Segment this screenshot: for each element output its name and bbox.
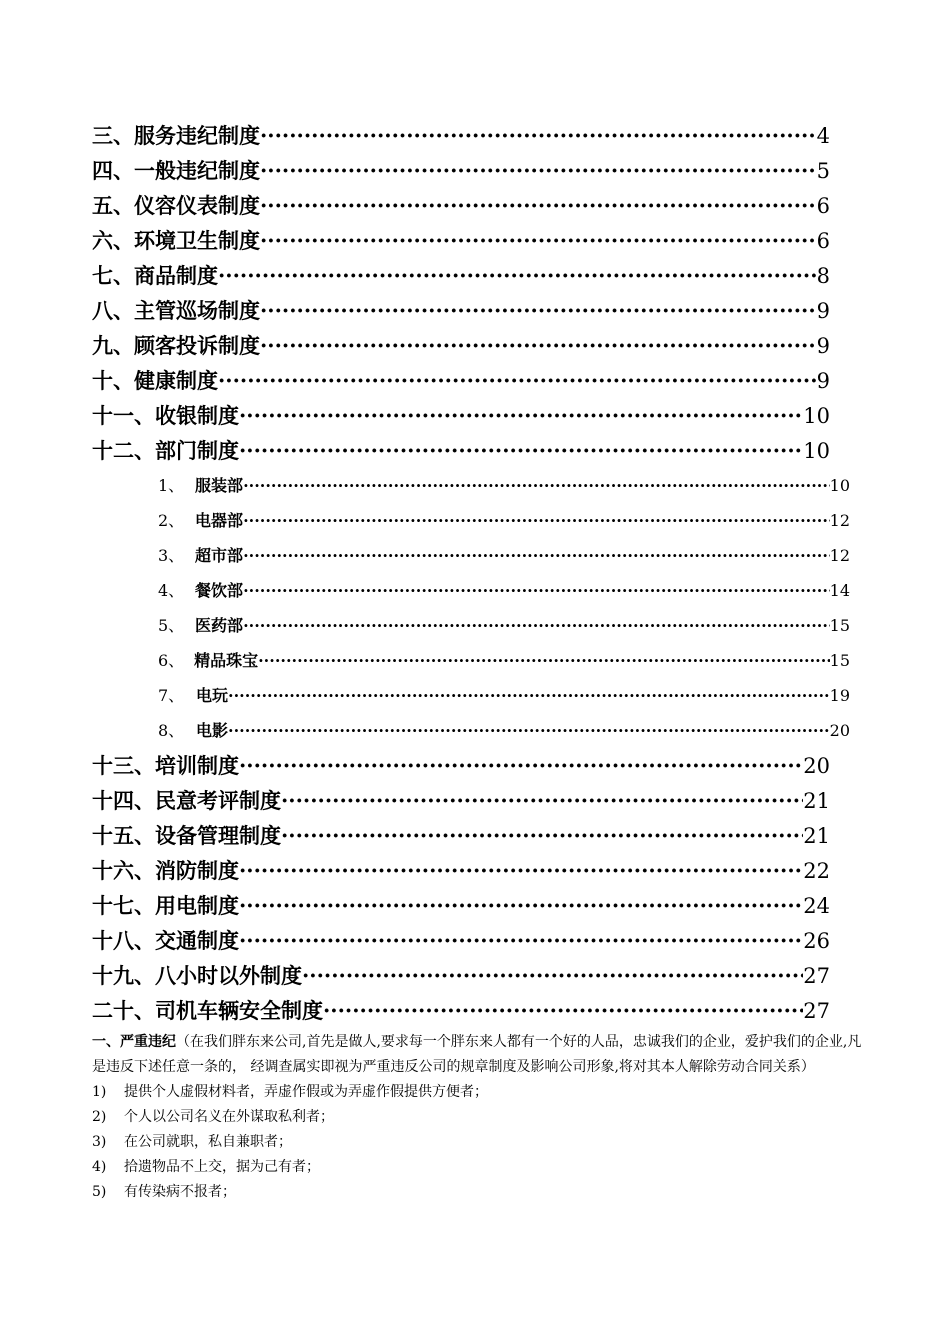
toc-leader-dots [260,223,817,258]
section-serious-violations [92,1030,862,1205]
toc-leader-dots [323,993,803,1028]
toc-subentry-page: 19 [829,686,850,705]
toc-subentry-number: 8、 [158,721,185,740]
toc-entry[interactable] [92,328,830,363]
toc-entry-page: 27 [803,964,830,988]
toc-subentry-label: 电玩 [196,686,229,705]
toc-entry[interactable] [92,958,830,993]
list-item-text: 在公司就职，私自兼职者； [124,1134,292,1150]
toc-entry-label: 十七、用电制度 [92,893,239,918]
toc-subentry[interactable] [158,713,850,748]
toc-subentry-number: 4、 [158,581,185,600]
toc-leader-dots [260,328,817,363]
list-item-number: 1) [92,1084,107,1100]
toc-entry-page: 6 [816,229,830,253]
toc-entry-page: 5 [816,159,830,183]
section-intro [92,1030,862,1080]
toc-leader-dots [260,188,817,223]
toc-subentry[interactable] [158,538,850,573]
toc-subentry-page: 10 [829,476,850,495]
toc-subentry-number: 5、 [158,616,185,635]
toc-subentry-number: 2、 [158,511,185,530]
toc-leader-dots [218,258,817,293]
toc-leader-dots [260,153,817,188]
toc-entry-page: 6 [816,194,830,218]
toc-entry[interactable] [92,188,830,223]
toc-entry-label: 五、仪容仪表制度 [92,193,260,218]
toc-entry-label: 十八、交通制度 [92,928,239,953]
toc-subentry[interactable] [158,608,850,643]
toc-subentry-number: 3、 [158,546,185,565]
toc-leader-dots [281,818,803,853]
toc-subentry-label: 电器部 [195,511,244,530]
toc-entry-page: 10 [803,439,830,463]
toc-entry-label: 三、服务违纪制度 [92,123,260,148]
toc-entry-label: 六、环境卫生制度 [92,228,260,253]
list-item [92,1130,862,1155]
toc-leader-dots [228,713,830,748]
toc-subentry[interactable] [158,468,850,503]
toc-entry-label: 十一、收银制度 [92,403,239,428]
toc-subentry-page: 12 [829,511,850,530]
toc-subentry-page: 20 [829,721,850,740]
toc-subentry-label: 服装部 [195,476,244,495]
toc-leader-dots [260,293,817,328]
toc-leader-dots [243,538,830,573]
list-item [92,1105,862,1130]
toc-entry-page: 10 [803,404,830,428]
toc-leader-dots [281,783,803,818]
toc-subentry-page: 12 [829,546,850,565]
toc-subentry-number: 1、 [158,476,185,495]
toc-subentry-label: 电影 [196,721,229,740]
toc-subentry[interactable] [158,503,850,538]
toc-leader-dots [239,888,803,923]
list-item-number: 3) [92,1134,107,1150]
toc-leader-dots [239,748,803,783]
list-item-number: 5) [92,1184,107,1200]
list-item-text: 有传染病不报者； [124,1184,236,1200]
toc-subentry-label: 医药部 [195,616,244,635]
toc-subentry[interactable] [158,678,850,713]
list-item [92,1180,862,1205]
toc-entry[interactable] [92,363,830,398]
toc-entry-label: 十九、八小时以外制度 [92,963,302,988]
toc-entry-label: 十三、培训制度 [92,753,239,778]
toc-entry[interactable] [92,748,830,783]
toc-leader-dots [243,503,830,538]
toc-subentry-label: 精品珠宝 [194,651,259,670]
toc-subentry[interactable] [158,643,850,678]
toc-entry[interactable] [92,888,830,923]
toc-subentry-label: 餐饮部 [195,581,244,600]
toc-leader-dots [243,573,830,608]
list-item-text: 个人以公司名义在外谋取私利者； [124,1109,334,1125]
toc-entry-label: 七、商品制度 [92,263,218,288]
list-item [92,1080,862,1105]
toc-entry[interactable] [92,783,830,818]
toc-entry-page: 9 [816,334,830,358]
toc-entry-page: 21 [803,789,830,813]
toc-leader-dots [239,853,803,888]
toc-entry[interactable] [92,993,830,1028]
toc-entry-page: 8 [816,264,830,288]
toc-entry-page: 26 [803,929,830,953]
toc-entry-page: 27 [803,999,830,1023]
toc-entry-label: 十六、消防制度 [92,858,239,883]
toc-entry-label: 八、主管巡场制度 [92,298,260,323]
toc-entry-label: 二十、司机车辆安全制度 [92,998,323,1023]
toc-leader-dots [239,433,803,468]
toc-entry-page: 9 [816,299,830,323]
list-item-text: 拾遗物品不上交，据为己有者； [124,1159,320,1175]
toc-leader-dots [239,398,803,433]
toc-entry[interactable] [92,223,830,258]
toc-entry-page: 21 [803,824,830,848]
toc-leader-dots [218,363,817,398]
toc-entry[interactable] [92,398,830,433]
toc-entry-page: 4 [816,124,830,148]
toc-subentry-label: 超市部 [195,546,244,565]
toc-entry[interactable] [92,818,830,853]
toc-leader-dots [228,678,830,713]
toc-entry-page: 20 [803,754,830,778]
toc-entry[interactable] [92,433,830,468]
toc-entry[interactable] [92,118,830,153]
toc-leader-dots [243,608,830,643]
toc-entry-page: 9 [816,369,830,393]
toc-leader-dots [260,118,817,153]
list-item [92,1155,862,1180]
toc-entry[interactable] [92,853,830,888]
toc-entry[interactable] [92,293,830,328]
list-item-number: 4) [92,1159,107,1175]
toc-leader-dots [258,643,830,678]
toc-entry[interactable] [92,153,830,188]
toc-entry-label: 四、一般违纪制度 [92,158,260,183]
toc-leader-dots [239,923,803,958]
table-of-contents [92,118,850,1028]
toc-leader-dots [302,958,803,993]
toc-subentry-page: 15 [829,651,850,670]
toc-entry-label: 十四、民意考评制度 [92,788,281,813]
toc-subentry-number: 6、 [158,651,185,670]
list-item-text: 提供个人虚假材料者，弄虚作假或为弄虚作假提供方便者； [124,1084,488,1100]
toc-subentry-page: 15 [829,616,850,635]
section-heading: 一、严重违纪 [92,1034,176,1050]
toc-entry[interactable] [92,923,830,958]
toc-entry-page: 22 [803,859,830,883]
toc-entry-label: 十五、设备管理制度 [92,823,281,848]
toc-entry-label: 十二、部门制度 [92,438,239,463]
toc-leader-dots [243,468,830,503]
list-item-number: 2) [92,1109,107,1125]
toc-entry[interactable] [92,258,830,293]
section-intro-text: （在我们胖东来公司,首先是做人,要求每一个胖东来人都有一个好的人品，忠诚我们的企业，爱护我们的企业,凡是违反下述任意一条的， 经调查属实即视为严重违反公司的规章制度及影响公司形象,将对其本人解除劳动合同关系） [92,1034,862,1075]
toc-entry-label: 九、顾客投诉制度 [92,333,260,358]
toc-subentry-page: 14 [829,581,850,600]
toc-entry-page: 24 [803,894,830,918]
toc-subentry[interactable] [158,573,850,608]
toc-subentry-number: 7、 [158,686,185,705]
toc-entry-label: 十、健康制度 [92,368,218,393]
